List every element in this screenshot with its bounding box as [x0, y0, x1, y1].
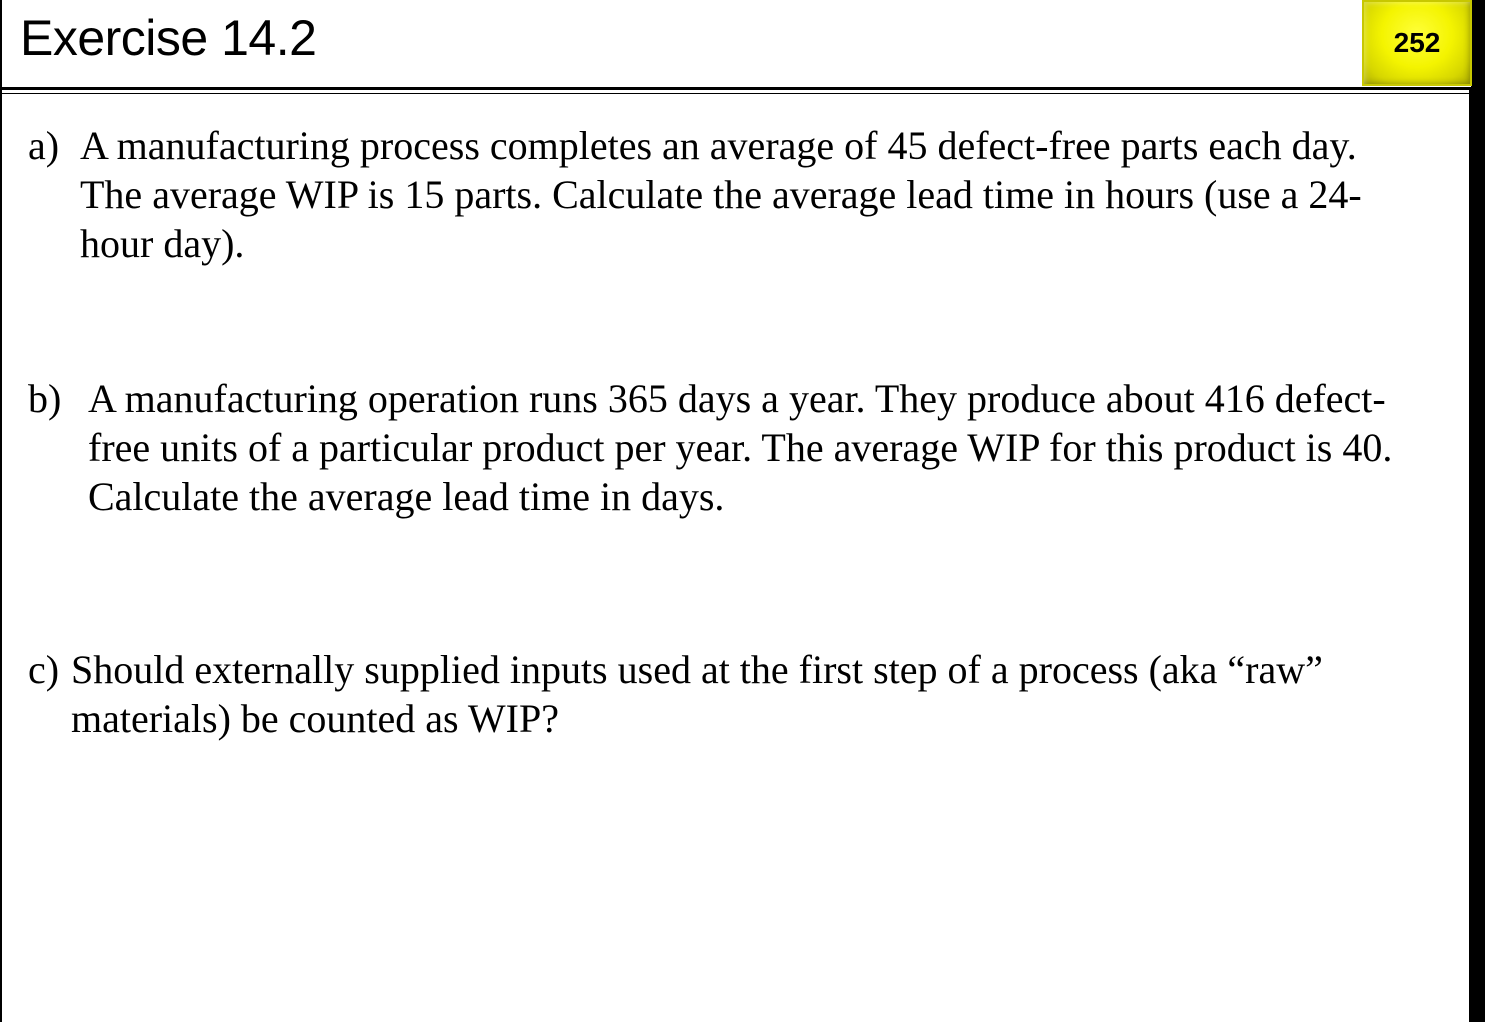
header-divider-thin	[0, 93, 1471, 94]
page-number: 252	[1393, 27, 1441, 58]
question-text: A manufacturing operation runs 365 days a year. They produce about 416 defect-free units of a particular product per year. The average WIP for this product is 40. Calculate the average lead time in days.	[88, 376, 1393, 519]
right-edge-line	[1469, 88, 1471, 1022]
question-a	[28, 121, 1428, 268]
question-text: Should externally supplied inputs used at the first step of a process (aka “raw” materials) be counted as WIP?	[71, 647, 1323, 741]
question-label: a)	[28, 123, 60, 168]
slide-title: Exercise 14.2	[20, 10, 317, 66]
left-border	[0, 0, 2, 1022]
question-label: b)	[28, 376, 62, 421]
question-text: A manufacturing process completes an average of 45 defect-free parts each day. The average WIP is 15 parts. Calculate the average lead time in hours (use a 24-hour day).	[80, 123, 1362, 266]
right-edge-bar	[1471, 0, 1485, 1022]
question-c	[28, 645, 1428, 743]
question-b	[28, 374, 1440, 521]
header-divider	[0, 87, 1471, 90]
page-number-badge	[1362, 0, 1472, 86]
question-label: c)	[28, 647, 60, 692]
